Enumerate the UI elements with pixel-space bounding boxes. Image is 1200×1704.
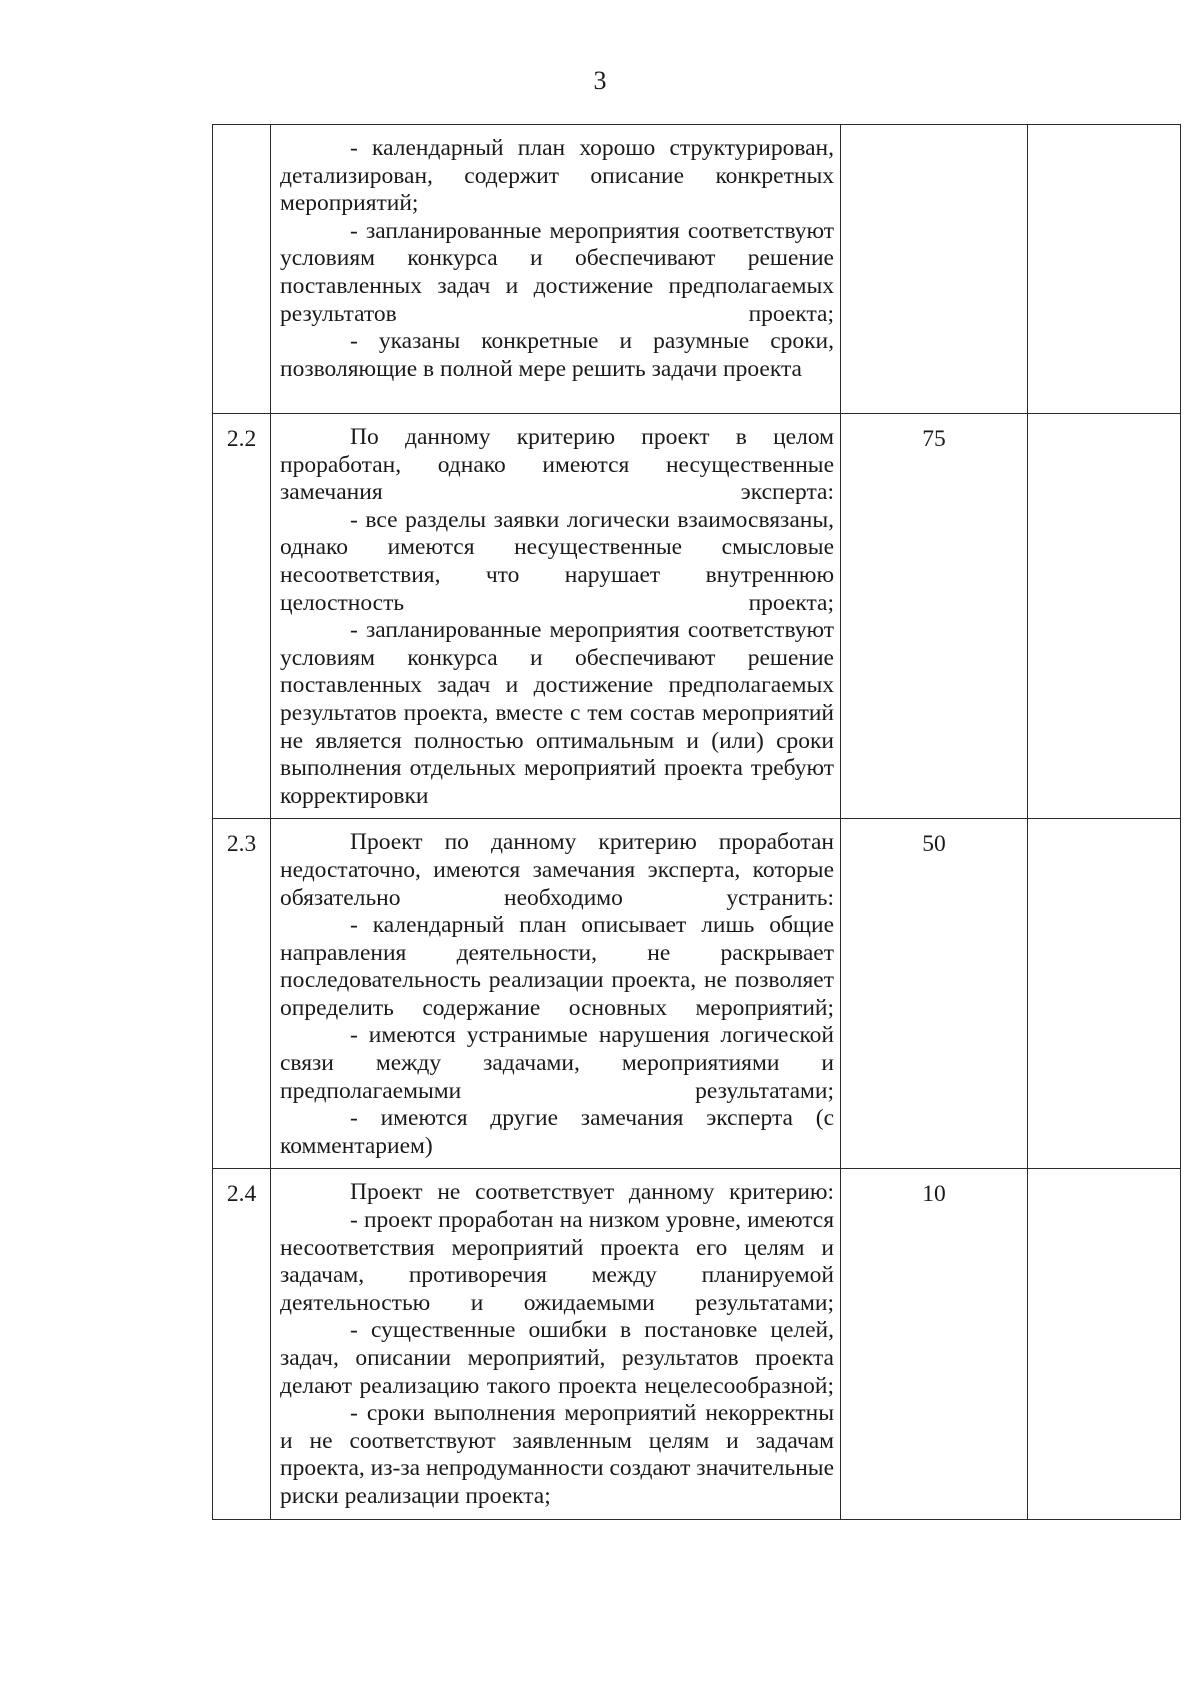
row-score: 50 xyxy=(841,819,1028,1169)
description-paragraph: - сроки выполнения мероприятий некорректны и не соответствуют заявленным целям и задачам проекта, из-за непродуманности создают значительные риски реализации проекта; xyxy=(280,1400,834,1509)
description-paragraph: - запланированные мероприятия соответствуют условиям конкурса и обеспечивают решение поставленных задач и достижение предполагаемых результатов проекта, вместе с тем состав мероприятий не является полностью оптимальным и (или) сроки выполнения отдельных мероприятий проекта требуют корректировки xyxy=(280,617,834,809)
row-number xyxy=(213,125,271,414)
row-empty-cell xyxy=(1028,819,1181,1169)
description-paragraph: По данному критерию проект в целом проработан, однако имеются несущественные замечания эксперта: xyxy=(280,424,834,506)
table-row xyxy=(213,819,1181,1169)
description-paragraph: - имеются устранимые нарушения логической связи между задачами, мероприятиями и предполагаемыми результатами; xyxy=(280,1022,834,1104)
row-description xyxy=(271,414,841,819)
row-description xyxy=(271,1169,841,1519)
row-number: 2.3 xyxy=(213,819,271,1169)
description-paragraph: - проект проработан на низком уровне, имеются несоответствия мероприятий проекта его целям и задачам, противоречия между планируемой деятельностью и ожидаемыми результатами; xyxy=(280,1207,834,1316)
description-paragraph: - запланированные мероприятия соответствуют условиям конкурса и обеспечивают решение поставленных задач и достижение предполагаемых результатов проекта; xyxy=(280,217,834,327)
description-paragraph: - существенные ошибки в постановке целей, задач, описании мероприятий, результатов проекта делают реализацию такого проекта нецелесообразной; xyxy=(280,1317,834,1399)
row-empty-cell xyxy=(1028,125,1181,414)
description-paragraph: - указаны конкретные и разумные сроки, позволяющие в полной мере решить задачи проекта xyxy=(280,328,834,382)
criteria-table xyxy=(212,124,1181,1520)
description-paragraph: - календарный план описывает лишь общие направления деятельности, не раскрывает последовательность реализации проекта, не позволяет определить содержание основных мероприятий; xyxy=(280,912,834,1021)
row-empty-cell xyxy=(1028,1169,1181,1519)
row-description xyxy=(271,819,841,1169)
description-paragraph: Проект по данному критерию проработан недостаточно, имеются замечания эксперта, которые обязательно необходимо устранить: xyxy=(280,829,834,911)
description-paragraph: - все разделы заявки логически взаимосвязаны, однако имеются несущественные смысловые несоответствия, что нарушает внутреннюю целостность проекта; xyxy=(280,506,834,616)
description-paragraph: - имеются другие замечания эксперта (с комментарием) xyxy=(280,1105,834,1159)
row-score: 10 xyxy=(841,1169,1028,1519)
row-empty-cell xyxy=(1028,414,1181,819)
table-row xyxy=(213,125,1181,414)
table-row xyxy=(213,1169,1181,1519)
row-description xyxy=(271,125,841,414)
description-paragraph: - календарный план хорошо структурирован, детализирован, содержит описание конкретных мероприятий; xyxy=(280,135,834,217)
page-number: 3 xyxy=(593,66,607,95)
row-number: 2.2 xyxy=(213,414,271,819)
row-score: 75 xyxy=(841,414,1028,819)
row-number: 2.4 xyxy=(213,1169,271,1519)
description-paragraph: Проект не соответствует данному критерию: xyxy=(350,1179,834,1206)
row-score xyxy=(841,125,1028,414)
table-row xyxy=(213,414,1181,819)
